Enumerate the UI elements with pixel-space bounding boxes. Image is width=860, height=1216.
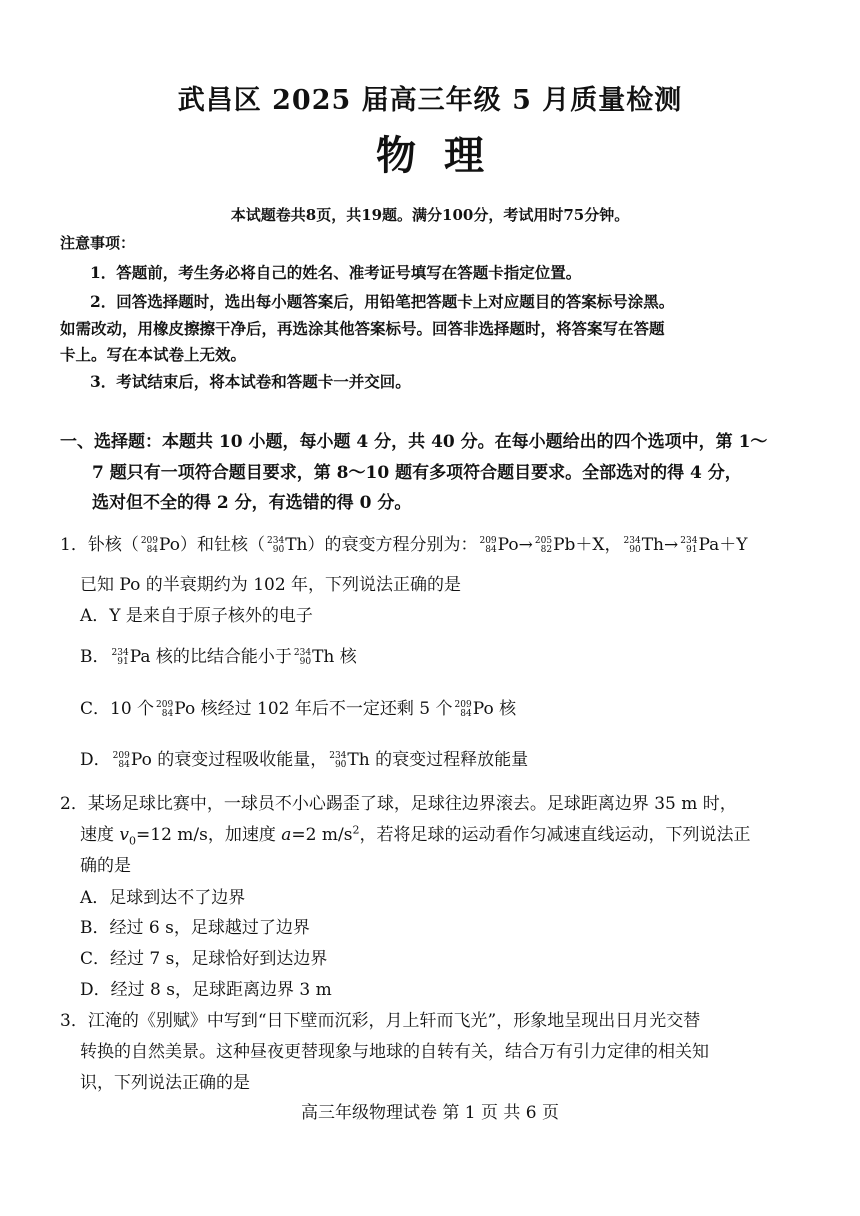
question-2-option-b: B．经过 6 s，足球越过了边界	[80, 918, 310, 938]
exam-info: 本试题卷共8页，共19题。满分100分，考试用时75分钟。	[230, 206, 630, 224]
question-3-stem: 3．江淹的《别赋》中写到“日下壁而沉彩，月上轩而飞光”，形象地呈现出日月光交替	[60, 1011, 701, 1031]
notice-line: 3．考试结束后，将本试卷和答题卡一并交回。	[90, 372, 411, 391]
question-3-stem: 转换的自然美景。这种昼夜更替现象与地球的自转有关，结合万有引力定律的相关知	[80, 1042, 709, 1062]
section-heading: 7 题只有一项符合题目要求，第 8～10 题有多项符合题目要求。全部选对的得 4 分，	[92, 463, 742, 483]
question-2-stem: 2．某场足球比赛中，一球员不小心踢歪了球，足球往边界滚去。足球距离边界 35 m 时，	[60, 794, 737, 814]
section-heading: 选对但不全的得 2 分，有选错的得 0 分。	[92, 493, 412, 513]
question-1-option-a: A．Y 是来自于原子核外的电子	[80, 606, 313, 626]
question-3-stem: 识，下列说法正确的是	[80, 1073, 250, 1093]
notice-line: 卡上。写在本试卷上无效。	[60, 345, 247, 364]
nuclide-po: 209 84	[479, 535, 497, 555]
notice-line: 如需改动，用橡皮擦擦干净后，再选涂其他答案标号。回答非选择题时，将答案写在答题	[60, 319, 665, 338]
question-1-option-d: D． 209 84 Po 的衰变过程吸收能量， 234 90 Th 的衰变过程释放能量	[80, 750, 529, 770]
subject-title: 物理	[376, 132, 512, 179]
notice-line: 2．回答选择题时，选出每小题答案后，用铅笔把答题卡上对应题目的答案标号涂黑。	[90, 292, 675, 311]
exam-title: 武昌区 2025 届高三年级 5 月质量检测	[177, 85, 683, 116]
nuclide-th: 234 90	[267, 535, 285, 555]
question-2-option-d: D．经过 8 s，足球距离边界 3 m	[80, 980, 332, 1000]
question-1-condition: 已知 Po 的半衰期约为 102 年，下列说法正确的是	[80, 575, 462, 595]
nuclide-pb: 205 82	[534, 535, 553, 555]
question-1-option-b: B． 234 91 Pa 核的比结合能小于 234 90 Th 核	[80, 647, 357, 667]
section-heading: 一、选择题：本题共 10 小题，每小题 4 分，共 40 分。在每小题给出的四个选项中，第 1～	[60, 432, 768, 452]
question-2-option-c: C．经过 7 s，足球恰好到达边界	[80, 949, 328, 969]
notice-line: 1．答题前，考生务必将自己的姓名、准考证号填写在答题卡指定位置。	[90, 263, 582, 282]
question-2-stem: 速度 $v_0=12$ m/s，加速度 a=2 $m/s^2$，若将足球的运动看作匀减速直线运动，下列说法正	[80, 823, 751, 848]
question-1-stem: 1．钋核（ 209 84 Po）和钍核（ 234 90 Th）的衰变方程分别为： 209 84 Po→ 205 82 Pb＋X， 234 90 Th→ 234 91 Pa＋Y	[60, 535, 748, 555]
question-1-option-c: C．10 个 209 84 Po 核经过 102 年后不一定还剩 5 个 209 84 Po 核	[80, 699, 517, 719]
nuclide-po: 209 84	[140, 535, 159, 555]
question-2-stem: 确的是	[80, 856, 131, 876]
nuclide-pa: 234 91	[680, 535, 698, 555]
question-2-option-a: A．足球到达不了边界	[80, 888, 246, 908]
notice-heading: 注意事项：	[60, 234, 136, 252]
page-footer: 高三年级物理试卷 第 1 页 共 6 页	[300, 1103, 560, 1123]
nuclide-th: 234 90	[623, 535, 641, 555]
